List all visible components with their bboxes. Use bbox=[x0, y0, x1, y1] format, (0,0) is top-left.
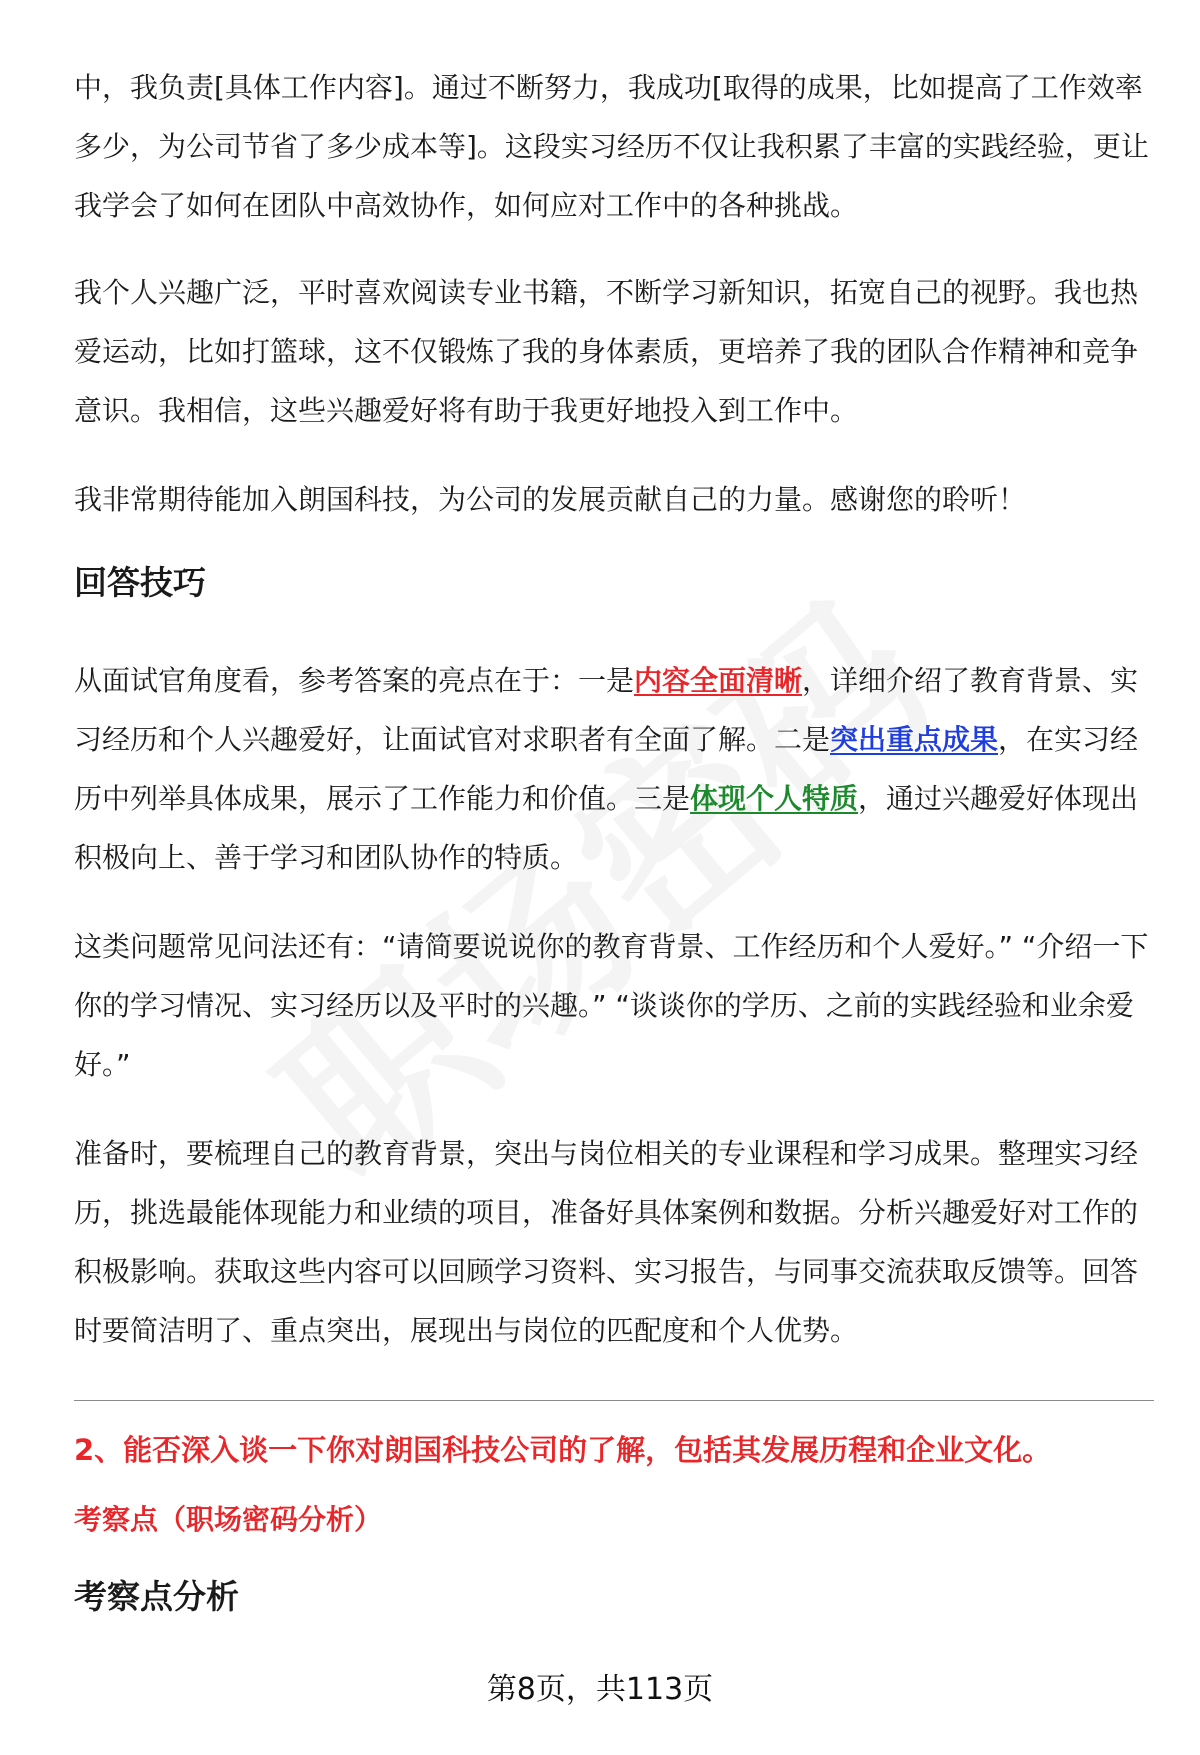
tips-text: 从面试官角度看，参考答案的亮点在于：一是 bbox=[74, 664, 635, 697]
intro-paragraph-internship: 中，我负责[具体工作内容]。通过不断努力，我成功[取得的成果，比如提高了工作效率多少，为公司节省了多少成本等]。这段实习经历不仅让我积累了丰富的实践经验，更让我学会了如何在团队中高效协作，如何应对工作中的各种挑战。 bbox=[74, 71, 1149, 222]
tips-text: ，通过兴趣爱好体现出积极向上、善于学习和团队协作的特质。 bbox=[74, 782, 1139, 874]
intro-paragraph-closing: 我非常期待能加入朗国科技，为公司的发展贡献自己的力量。感谢您的聆听！ bbox=[74, 483, 1027, 516]
tips-paragraph-highlights bbox=[74, 651, 1154, 887]
highlight-key-results: 突出重点成果 bbox=[830, 723, 999, 756]
question-2-title: 2、能否深入谈一下你对朗国科技公司的了解，包括其发展历程和企业文化。 bbox=[74, 1433, 1052, 1467]
tips-text: ，在实习经历中列举具体成果，展示了工作能力和价值。三是 bbox=[74, 723, 1139, 815]
section-heading-analysis: 考察点分析 bbox=[74, 1577, 239, 1616]
document-page bbox=[74, 58, 1154, 1621]
highlight-personal-traits: 体现个人特质 bbox=[690, 782, 859, 815]
tips-paragraph-preparation: 准备时，要梳理自己的教育背景，突出与岗位相关的专业课程和学习成果。整理实习经历，挑选最能体现能力和业绩的项目，准备好具体案例和数据。分析兴趣爱好对工作的积极影响。获取这些内容可以回顾学习资料、实习报告，与同事交流获取反馈等。回答时要简洁明了、重点突出，展现出与岗位的匹配度和个人优势。 bbox=[74, 1137, 1139, 1347]
section-heading-answer-tips: 回答技巧 bbox=[74, 563, 206, 602]
tips-text: ，详细介绍了教育背景、实习经历和个人兴趣爱好，让面试官对求职者有全面了解。二是 bbox=[74, 664, 1139, 756]
intro-paragraph-interests: 我个人兴趣广泛，平时喜欢阅读专业书籍，不断学习新知识，拓宽自己的视野。我也热爱运动，比如打篮球，这不仅锻炼了我的身体素质，更培养了我的团队合作精神和竞争意识。我相信，这些兴趣爱好将有助于我更好地投入到工作中。 bbox=[74, 276, 1139, 427]
question-2-subtitle: 考察点（职场密码分析） bbox=[74, 1503, 383, 1536]
section-divider bbox=[74, 1400, 1154, 1401]
tips-paragraph-variants: 这类问题常见问法还有：“请简要说说你的教育背景、工作经历和个人爱好。” “介绍一下你的学习情况、实习经历以及平时的兴趣。” “谈谈你的学历、之前的实践经验和业余爱好。” bbox=[74, 930, 1149, 1081]
page-number: 第8页，共113页 bbox=[486, 1672, 714, 1707]
highlight-comprehensive: 内容全面清晰 bbox=[634, 664, 803, 697]
